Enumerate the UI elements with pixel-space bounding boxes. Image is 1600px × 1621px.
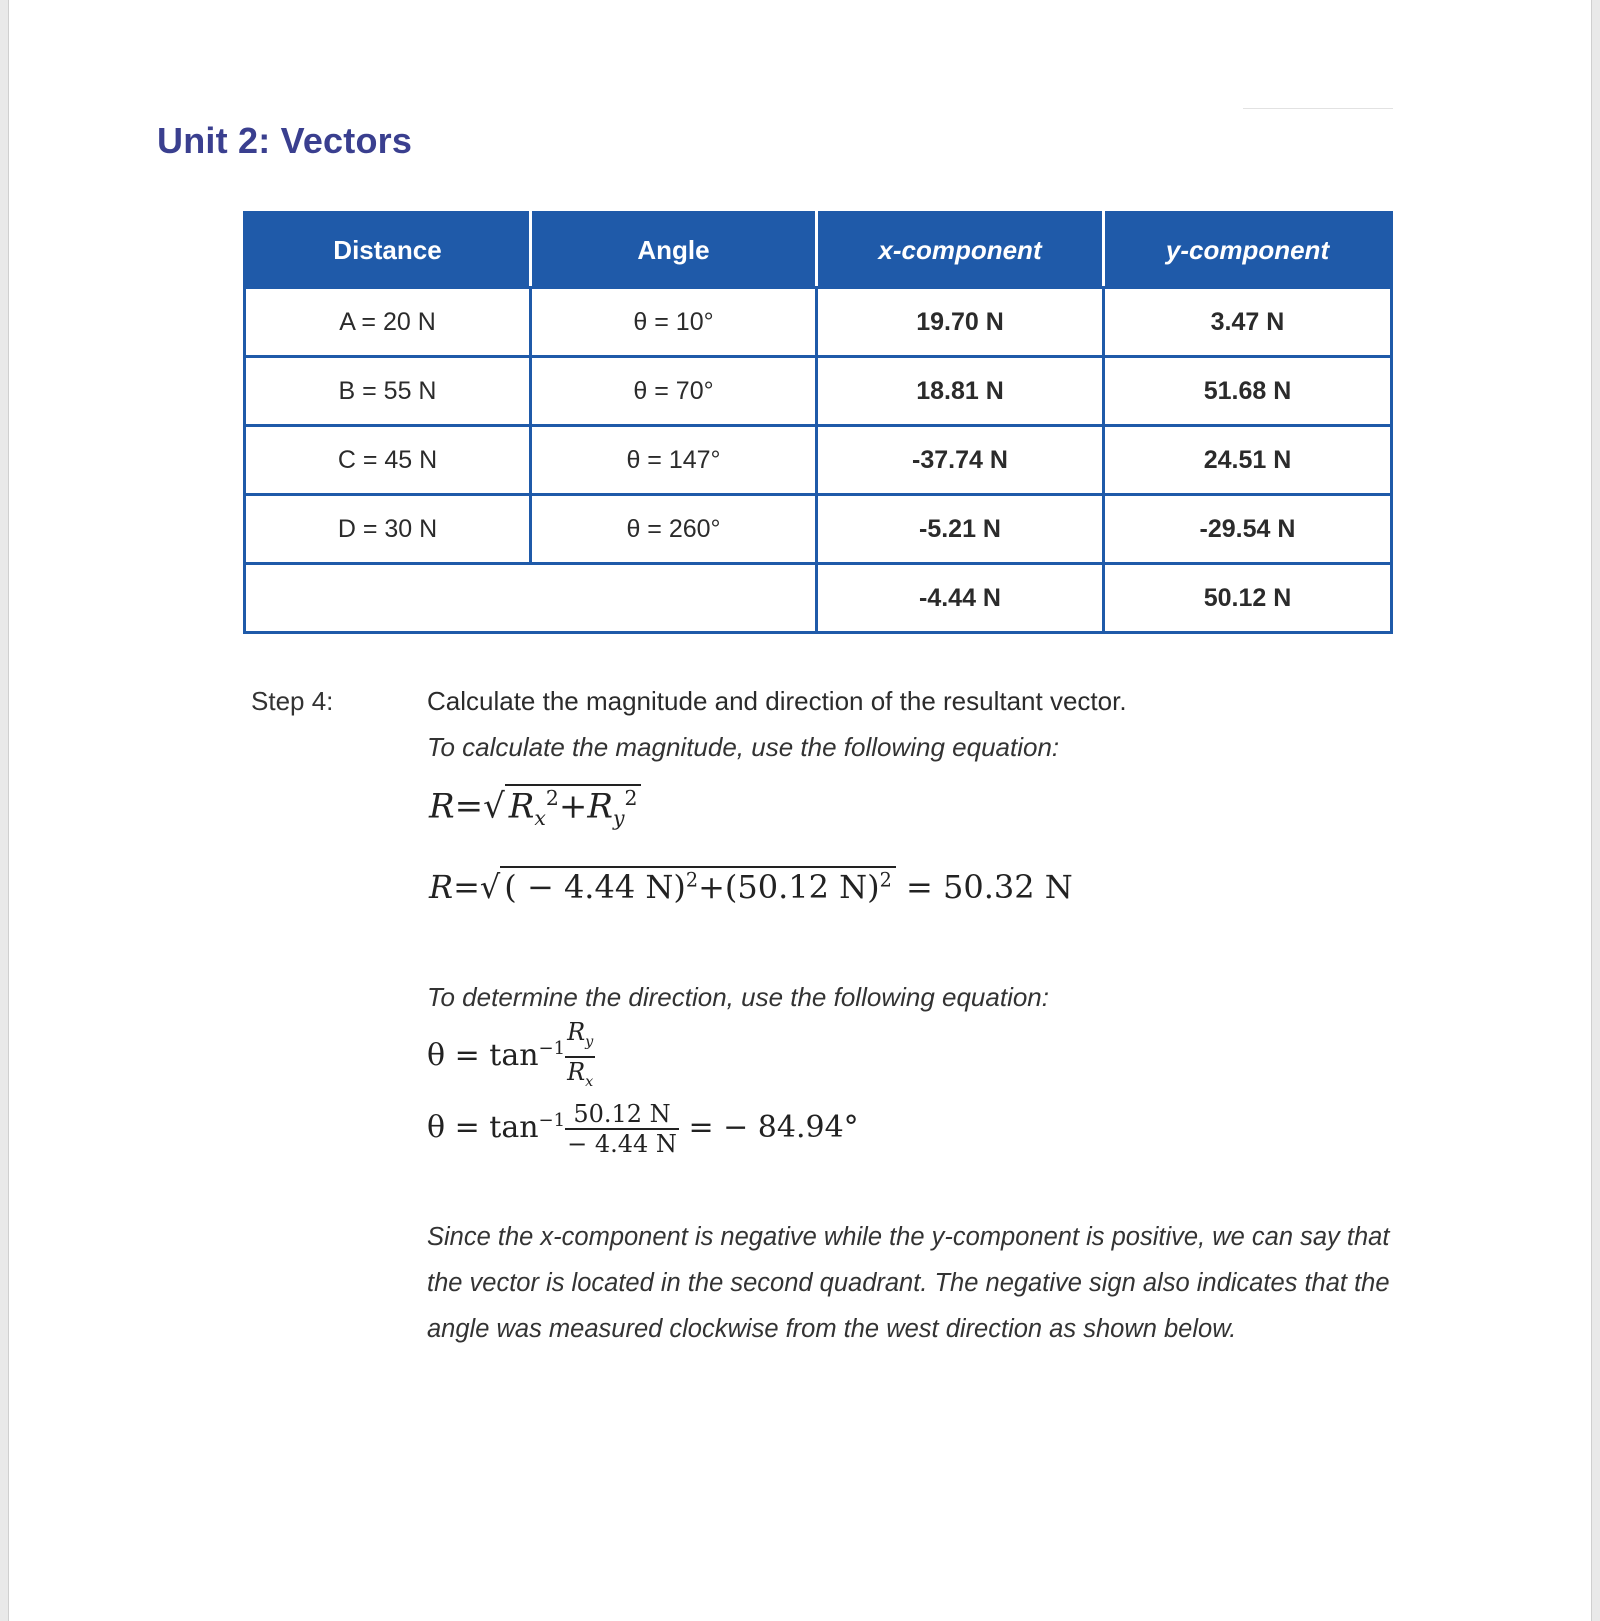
eq2-radicand (500, 866, 896, 906)
table-row (245, 426, 1392, 495)
eq2-term-a: ( − 4.44 N) (504, 868, 686, 906)
magnitude-calculation: R=√ ( − 4.44 N)$^2$+(50.12 N)$^2$ = 50.32 N (429, 868, 1073, 906)
eq2-lhs: R= (429, 868, 480, 906)
table-row (245, 288, 1392, 357)
direction-calculation (427, 1100, 859, 1158)
magnitude-formula: R=√ $R_x^2+R_y^2$ (429, 784, 641, 830)
eq4-fraction (565, 1100, 679, 1158)
table-totals-row (245, 564, 1392, 633)
cell-y: 51.68 N (1104, 357, 1392, 426)
eq4-den: − 4.44 N (567, 1130, 677, 1158)
eq1-sq-2: 2 (624, 786, 638, 810)
eq4-lhs: θ = tan (427, 1110, 539, 1145)
eq2-sq-2: 2 (879, 868, 892, 892)
step-instruction: Calculate the magnitude and direction of the resultant vector. (427, 686, 1127, 716)
eq1-plus: + (558, 786, 588, 827)
step-label: Step 4: (251, 686, 334, 716)
eq3-fraction (565, 1018, 595, 1096)
eq3-num-sub: y (585, 1033, 594, 1050)
eq3-den: R (567, 1057, 586, 1086)
cell-x: -5.21 N (817, 495, 1104, 564)
eq2-result: = 50.32 N (906, 868, 1073, 906)
header-angle: Angle (531, 213, 817, 288)
cell-angle: θ = 70° (531, 357, 817, 426)
cell-total-x: -4.44 N (817, 564, 1104, 633)
direction-intro: To determine the direction, use the following equation: (427, 982, 1049, 1012)
conclusion-paragraph: Since the x-component is negative while the y-component is positive, we can say that the vector is located in the second quadrant. The negative sign also indicates that the angle was measured clockwise from the west direction as shown below. (427, 1223, 1390, 1343)
eq2-term-b: (50.12 N) (724, 868, 880, 906)
eq4-num: 50.12 N (565, 1100, 679, 1130)
eq3-num: R (567, 1018, 586, 1046)
cell-distance: D = 30 N (245, 495, 531, 564)
eq3-inverse: −1 (538, 1037, 566, 1059)
eq1-ry: R (587, 786, 613, 827)
cell-distance: B = 55 N (245, 357, 531, 426)
table-row (245, 357, 1392, 426)
header-x-component: x-component (817, 213, 1104, 288)
eq1-radicand (505, 784, 642, 830)
cell-distance: C = 45 N (245, 426, 531, 495)
eq1-rx-sub: x (534, 806, 546, 831)
unit-title: Unit 2: Vectors (157, 120, 413, 161)
cell-x: 19.70 N (817, 288, 1104, 357)
cell-x: -37.74 N (817, 426, 1104, 495)
table-row (245, 495, 1392, 564)
eq1-ry-sub: y (612, 806, 625, 831)
cell-angle: θ = 147° (531, 426, 817, 495)
cell-distance: A = 20 N (245, 288, 531, 357)
eq3-lhs: θ = tan (427, 1037, 539, 1073)
header-y-component: y-component (1104, 213, 1392, 288)
eq4-inverse: −1 (538, 1110, 566, 1131)
direction-formula (427, 1018, 595, 1096)
cell-angle: θ = 260° (531, 495, 817, 564)
eq1-lhs: R= (429, 786, 484, 827)
eq3-den-sub: x (585, 1073, 594, 1090)
cell-y: -29.54 N (1104, 495, 1392, 564)
cell-total-y: 50.12 N (1104, 564, 1392, 633)
eq1-rx: R (508, 786, 535, 827)
eq2-sq-1: 2 (685, 868, 699, 892)
magnitude-intro: To calculate the magnitude, use the following equation: (427, 732, 1060, 762)
document-page (8, 0, 1592, 1621)
vector-components-table (243, 211, 1393, 634)
eq4-result: = − 84.94° (688, 1110, 859, 1145)
cell-x: 18.81 N (817, 357, 1104, 426)
table-header-row (245, 213, 1392, 288)
eq1-sq-1: 2 (545, 786, 559, 810)
cell-empty (245, 564, 817, 633)
cell-y: 3.47 N (1104, 288, 1392, 357)
eq2-plus: + (698, 868, 725, 906)
cell-y: 24.51 N (1104, 426, 1392, 495)
header-distance: Distance (245, 213, 531, 288)
header-rule (1243, 108, 1393, 109)
cell-angle: θ = 10° (531, 288, 817, 357)
